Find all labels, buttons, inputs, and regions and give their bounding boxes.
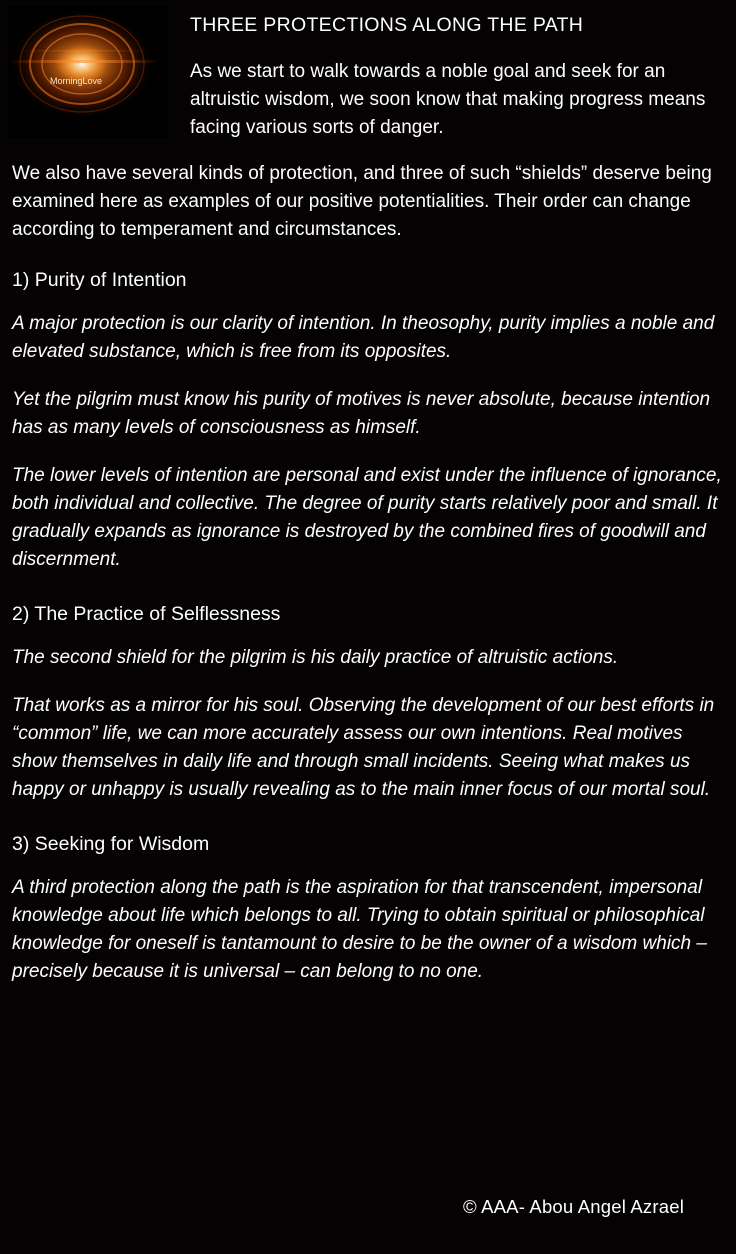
- section-heading-3: 3) Seeking for Wisdom: [12, 833, 210, 855]
- section-heading-1: 1) Purity of Intention: [12, 269, 187, 291]
- section-1-paragraph-3: The lower levels of intention are personal and exist under the influence of ignorance, both individual and collective. The degree of purity starts relatively poor and small. It gradually expands as ignorance is destroyed by the combined fires of goodwill and discernment.: [12, 465, 722, 570]
- morninglove-logo-icon: [8, 6, 168, 138]
- document-body: [12, 160, 726, 1006]
- logo-wordmark: MorningLove: [49, 76, 103, 86]
- section-2-paragraph-1: The second shield for the pilgrim is his daily practice of altruistic actions.: [12, 647, 619, 668]
- section-1-paragraph-1: A major protection is our clarity of intention. In theosophy, purity implies a noble and elevated substance, which is free from its opposites.: [12, 313, 715, 362]
- page-title: THREE PROTECTIONS ALONG THE PATH: [190, 14, 584, 36]
- section-2-paragraph-2: That works as a mirror for his soul. Observing the development of our best efforts in “common” life, we can more accurately assess our own intentions. Real motives show themselves in daily life and through small incidents. Seeing what makes us happy or unhappy is usually revealing as to the main inner focus of our mortal soul.: [12, 695, 715, 800]
- lead-paragraph: We also have several kinds of protection, and three of such “shields” deserve being examined here as examples of our positive potentialities. Their order can change according to temperament and circumstances.: [12, 163, 712, 240]
- section-heading-2: 2) The Practice of Selflessness: [12, 603, 281, 625]
- copyright-credit: © AAA- Abou Angel Azrael: [462, 1196, 684, 1217]
- section-1-paragraph-2: Yet the pilgrim must know his purity of motives is never absolute, because intention has as many levels of consciousness as himself.: [12, 389, 711, 438]
- intro-paragraph: As we start to walk towards a noble goal and seek for an altruistic wisdom, we soon know that making progress means facing various sorts of danger.: [190, 61, 706, 138]
- section-3-paragraph-1: A third protection along the path is the aspiration for that transcendent, impersonal knowledge about life which belongs to all. Trying to obtain spiritual or philosophical knowledge for oneself is tantamount to desire to be the owner of a wisdom which – precisely because it is universal – can belong to no one.: [12, 877, 707, 982]
